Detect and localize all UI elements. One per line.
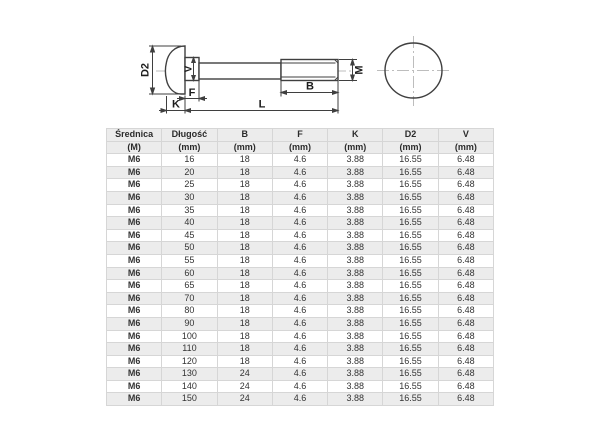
table-row — [107, 217, 494, 230]
table-cell: 110 — [162, 343, 217, 356]
table-cell: 4.6 — [272, 204, 327, 217]
column-header: (mm) — [162, 141, 217, 154]
table-cell: 6.48 — [438, 317, 493, 330]
table-cell: 3.88 — [328, 179, 383, 192]
table-cell: 16.55 — [383, 191, 438, 204]
table-row — [107, 368, 494, 381]
table-row — [107, 229, 494, 242]
table-cell: 6.48 — [438, 380, 493, 393]
table-cell: 18 — [217, 292, 272, 305]
table-cell: 24 — [217, 393, 272, 406]
table-cell: 18 — [217, 330, 272, 343]
table-cell: 3.88 — [328, 204, 383, 217]
table-cell: 4.6 — [272, 166, 327, 179]
table-row — [107, 254, 494, 267]
table-cell: 24 — [217, 380, 272, 393]
table-cell: M6 — [107, 343, 162, 356]
dimension-label-b: B — [306, 80, 314, 93]
table-cell: 150 — [162, 393, 217, 406]
table-cell: 16.55 — [383, 217, 438, 230]
table-cell: 55 — [162, 254, 217, 267]
column-header: D2 — [383, 129, 438, 142]
table-row — [107, 280, 494, 293]
table-cell: 16.55 — [383, 254, 438, 267]
table-cell: 16.55 — [383, 242, 438, 255]
table-cell: 25 — [162, 179, 217, 192]
table-cell: 4.6 — [272, 217, 327, 230]
table-cell: 4.6 — [272, 267, 327, 280]
table-cell: 18 — [217, 355, 272, 368]
column-header: K — [328, 129, 383, 142]
table-cell: 3.88 — [328, 229, 383, 242]
table-cell: 3.88 — [328, 355, 383, 368]
column-header: (mm) — [383, 141, 438, 154]
table-cell: 16.55 — [383, 179, 438, 192]
table-cell: 4.6 — [272, 330, 327, 343]
table-row — [107, 393, 494, 406]
table-cell: 4.6 — [272, 179, 327, 192]
table-cell: 3.88 — [328, 305, 383, 318]
bolt-head-top-view — [377, 36, 450, 106]
table-cell: 65 — [162, 280, 217, 293]
table-cell: 16.55 — [383, 280, 438, 293]
table-row — [107, 343, 494, 356]
table-cell: 18 — [217, 280, 272, 293]
table-cell: 3.88 — [328, 380, 383, 393]
dimension-label-d2: D2 — [139, 62, 152, 78]
table-cell: M6 — [107, 267, 162, 280]
table-cell: M6 — [107, 166, 162, 179]
table-cell: 18 — [217, 204, 272, 217]
table-cell: 24 — [217, 368, 272, 381]
table-cell: 45 — [162, 229, 217, 242]
table-cell: 16.55 — [383, 204, 438, 217]
table-cell: 3.88 — [328, 242, 383, 255]
table-cell: 3.88 — [328, 280, 383, 293]
table-row — [107, 179, 494, 192]
table-cell: 100 — [162, 330, 217, 343]
table-cell: M6 — [107, 280, 162, 293]
table-cell: 18 — [217, 166, 272, 179]
table-cell: 16.55 — [383, 380, 438, 393]
column-header: F — [272, 129, 327, 142]
table-cell: 120 — [162, 355, 217, 368]
table-cell: 30 — [162, 191, 217, 204]
table-cell: 4.6 — [272, 242, 327, 255]
table-cell: 4.6 — [272, 305, 327, 318]
table-cell: 3.88 — [328, 317, 383, 330]
table-cell: 6.48 — [438, 393, 493, 406]
column-header: (M) — [107, 141, 162, 154]
header-row-line2 — [107, 141, 494, 154]
table-cell: 4.6 — [272, 292, 327, 305]
table-cell: 6.48 — [438, 204, 493, 217]
table-cell: 80 — [162, 305, 217, 318]
dimension-label-m: M — [353, 65, 366, 75]
table-cell: 18 — [217, 179, 272, 192]
table-cell: 130 — [162, 368, 217, 381]
table-row — [107, 154, 494, 167]
table-cell: 6.48 — [438, 229, 493, 242]
table-cell: 4.6 — [272, 393, 327, 406]
table-cell: 3.88 — [328, 368, 383, 381]
table-cell: 3.88 — [328, 154, 383, 167]
dimension-label-f: F — [188, 87, 196, 99]
table-cell: 4.6 — [272, 280, 327, 293]
table-cell: M6 — [107, 179, 162, 192]
table-cell: 18 — [217, 242, 272, 255]
table-cell: 16.55 — [383, 292, 438, 305]
column-header: (mm) — [272, 141, 327, 154]
table-row — [107, 380, 494, 393]
table-cell: 16.55 — [383, 330, 438, 343]
table-cell: 4.6 — [272, 317, 327, 330]
table-cell: M6 — [107, 355, 162, 368]
column-header: Długość — [162, 129, 217, 142]
table-cell: 6.48 — [438, 267, 493, 280]
table-cell: 6.48 — [438, 343, 493, 356]
bolt-shank — [199, 63, 281, 79]
table-cell: 4.6 — [272, 380, 327, 393]
table-cell: 4.6 — [272, 368, 327, 381]
column-header: Średnica — [107, 129, 162, 142]
table-cell: 20 — [162, 166, 217, 179]
table-row — [107, 330, 494, 343]
table-cell: 18 — [217, 229, 272, 242]
table-cell: 18 — [217, 343, 272, 356]
table-row — [107, 242, 494, 255]
table-cell: 6.48 — [438, 191, 493, 204]
table-cell: M6 — [107, 254, 162, 267]
column-header: B — [217, 129, 272, 142]
table-cell: 70 — [162, 292, 217, 305]
table-cell: 16.55 — [383, 305, 438, 318]
table-cell: 4.6 — [272, 229, 327, 242]
table-cell: 16.55 — [383, 343, 438, 356]
table-row — [107, 191, 494, 204]
table-cell: 18 — [217, 217, 272, 230]
header-row-line1 — [107, 129, 494, 142]
table-cell: 50 — [162, 242, 217, 255]
column-header: V — [438, 129, 493, 142]
table-cell: M6 — [107, 229, 162, 242]
table-cell: 16.55 — [383, 317, 438, 330]
table-cell: 16.55 — [383, 154, 438, 167]
table-cell: 3.88 — [328, 343, 383, 356]
dimension-label-k: K — [172, 98, 180, 111]
table-cell: M6 — [107, 217, 162, 230]
table-cell: 16 — [162, 154, 217, 167]
table-cell: 6.48 — [438, 254, 493, 267]
table-cell: 40 — [162, 217, 217, 230]
table-cell: 6.48 — [438, 368, 493, 381]
table-cell: 18 — [217, 191, 272, 204]
table-cell: M6 — [107, 204, 162, 217]
table-cell: 3.88 — [328, 292, 383, 305]
table-cell: 6.48 — [438, 217, 493, 230]
table-cell: 90 — [162, 317, 217, 330]
table-cell: 16.55 — [383, 355, 438, 368]
table-cell: 6.48 — [438, 154, 493, 167]
bolt-dimensions-table — [106, 128, 494, 406]
table-header — [107, 129, 494, 154]
table-cell: 140 — [162, 380, 217, 393]
table-cell: 16.55 — [383, 368, 438, 381]
column-header: (mm) — [438, 141, 493, 154]
table-cell: 6.48 — [438, 355, 493, 368]
table-cell: 18 — [217, 154, 272, 167]
column-header: (mm) — [217, 141, 272, 154]
bolt-head — [165, 46, 185, 94]
table-cell: 60 — [162, 267, 217, 280]
table-row — [107, 317, 494, 330]
table-cell: 16.55 — [383, 393, 438, 406]
table-cell: 3.88 — [328, 393, 383, 406]
table-row — [107, 267, 494, 280]
table-cell: M6 — [107, 380, 162, 393]
table-cell: 3.88 — [328, 217, 383, 230]
table-cell: 3.88 — [328, 254, 383, 267]
table-cell: M6 — [107, 242, 162, 255]
table-cell: 4.6 — [272, 254, 327, 267]
table-cell: 3.88 — [328, 330, 383, 343]
table-cell: 6.48 — [438, 280, 493, 293]
table-cell: 6.48 — [438, 305, 493, 318]
table-cell: 4.6 — [272, 355, 327, 368]
table-cell: 3.88 — [328, 166, 383, 179]
table-cell: 18 — [217, 317, 272, 330]
table-cell: 3.88 — [328, 267, 383, 280]
table-row — [107, 292, 494, 305]
table-row — [107, 355, 494, 368]
table-body — [107, 154, 494, 406]
table-cell: 18 — [217, 305, 272, 318]
table-cell: 16.55 — [383, 267, 438, 280]
table-cell: 4.6 — [272, 343, 327, 356]
dimension-label-l: L — [258, 98, 266, 111]
table-cell: 4.6 — [272, 154, 327, 167]
table-row — [107, 166, 494, 179]
table-cell: 6.48 — [438, 242, 493, 255]
table-cell: 16.55 — [383, 166, 438, 179]
table-cell: M6 — [107, 330, 162, 343]
table-cell: 3.88 — [328, 191, 383, 204]
dimension-label-v: V — [183, 65, 195, 73]
table-cell: M6 — [107, 292, 162, 305]
table-cell: 6.48 — [438, 330, 493, 343]
table-cell: 18 — [217, 267, 272, 280]
table-cell: 18 — [217, 254, 272, 267]
bolt-technical-drawing — [0, 0, 600, 128]
table-cell: 4.6 — [272, 191, 327, 204]
table-cell: 35 — [162, 204, 217, 217]
spec-table-container — [106, 128, 494, 406]
table-row — [107, 305, 494, 318]
table-cell: 16.55 — [383, 229, 438, 242]
table-cell: M6 — [107, 191, 162, 204]
table-cell: M6 — [107, 154, 162, 167]
table-cell: M6 — [107, 317, 162, 330]
table-cell: M6 — [107, 368, 162, 381]
table-cell: 6.48 — [438, 166, 493, 179]
table-cell: M6 — [107, 393, 162, 406]
column-header: (mm) — [328, 141, 383, 154]
table-cell: 6.48 — [438, 292, 493, 305]
table-row — [107, 204, 494, 217]
table-cell: M6 — [107, 305, 162, 318]
table-cell: 6.48 — [438, 179, 493, 192]
